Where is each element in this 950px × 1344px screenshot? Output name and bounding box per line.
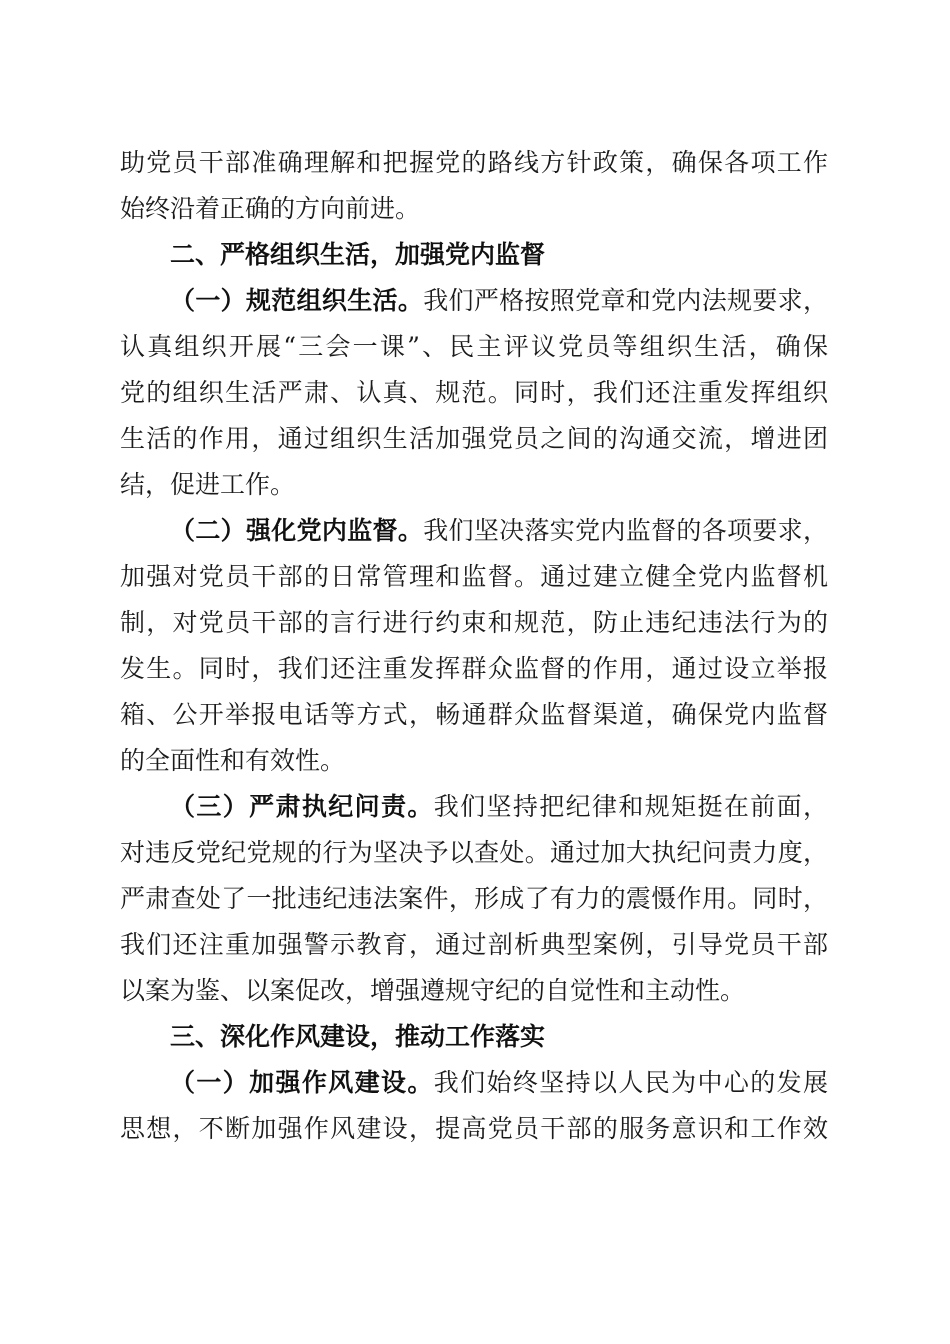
paragraph-lead: （三）严肃执纪问责。 — [170, 792, 434, 821]
paragraph-text: 我们坚决落实党内监督的各项要求， — [423, 516, 828, 545]
paragraph-text: 我们严格按照党章和党内法规要求， — [423, 286, 828, 315]
paragraph-line: 党的组织生活严肃、认真、规范。同时，我们还注重发挥组织 — [120, 378, 828, 407]
paragraph-line: 思想，不断加强作风建设，提高党员干部的服务意识和工作效 — [120, 1114, 828, 1143]
paragraph-line: 我们还注重加强警示教育，通过剖析典型案例，引导党员干部 — [120, 930, 828, 959]
paragraph-line: 以案为鉴、以案促改，增强遵规守纪的自觉性和主动性。 — [120, 976, 746, 1005]
section-heading-2: 二、严格组织生活，加强党内监督 — [170, 240, 546, 269]
paragraph-line — [170, 286, 828, 316]
paragraph-line: 对违反党纪党规的行为坚决予以查处。通过加大执纪问责力度， — [120, 838, 828, 867]
paragraph-line: 结，促进工作。 — [120, 470, 296, 499]
paragraph-line: 制，对党员干部的言行进行约束和规范，防止违纪违法行为的 — [120, 608, 828, 637]
paragraph-text: 我们始终坚持以人民为中心的发展 — [433, 1068, 828, 1097]
section-heading-3: 三、深化作风建设，推动工作落实 — [170, 1022, 546, 1051]
paragraph-lead: （一）规范组织生活。 — [170, 286, 424, 315]
paragraph-line: 认真组织开展“三会一课”、民主评议党员等组织生活，确保 — [120, 332, 828, 361]
paragraph-text: 我们坚持把纪律和规矩挺在前面， — [433, 792, 828, 821]
intro-line-1: 助党员干部准确理解和把握党的路线方针政策，确保各项工作 — [120, 148, 828, 177]
paragraph-line: 的全面性和有效性。 — [120, 746, 346, 775]
paragraph-line — [170, 792, 828, 822]
paragraph-line — [170, 1068, 828, 1098]
paragraph-line: 箱、公开举报电话等方式，畅通群众监督渠道，确保党内监督 — [120, 700, 828, 729]
paragraph-line — [170, 516, 828, 546]
paragraph-line: 严肃查处了一批违纪违法案件，形成了有力的震慑作用。同时， — [120, 884, 828, 913]
paragraph-lead: （一）加强作风建设。 — [170, 1068, 434, 1097]
paragraph-lead: （二）强化党内监督。 — [170, 516, 424, 545]
paragraph-line: 生活的作用，通过组织生活加强党员之间的沟通交流，增进团 — [120, 424, 828, 453]
paragraph-line: 加强对党员干部的日常管理和监督。通过建立健全党内监督机 — [120, 562, 828, 591]
intro-line-2: 始终沿着正确的方向前进。 — [120, 194, 421, 223]
paragraph-line: 发生。同时，我们还注重发挥群众监督的作用，通过设立举报 — [120, 654, 828, 683]
